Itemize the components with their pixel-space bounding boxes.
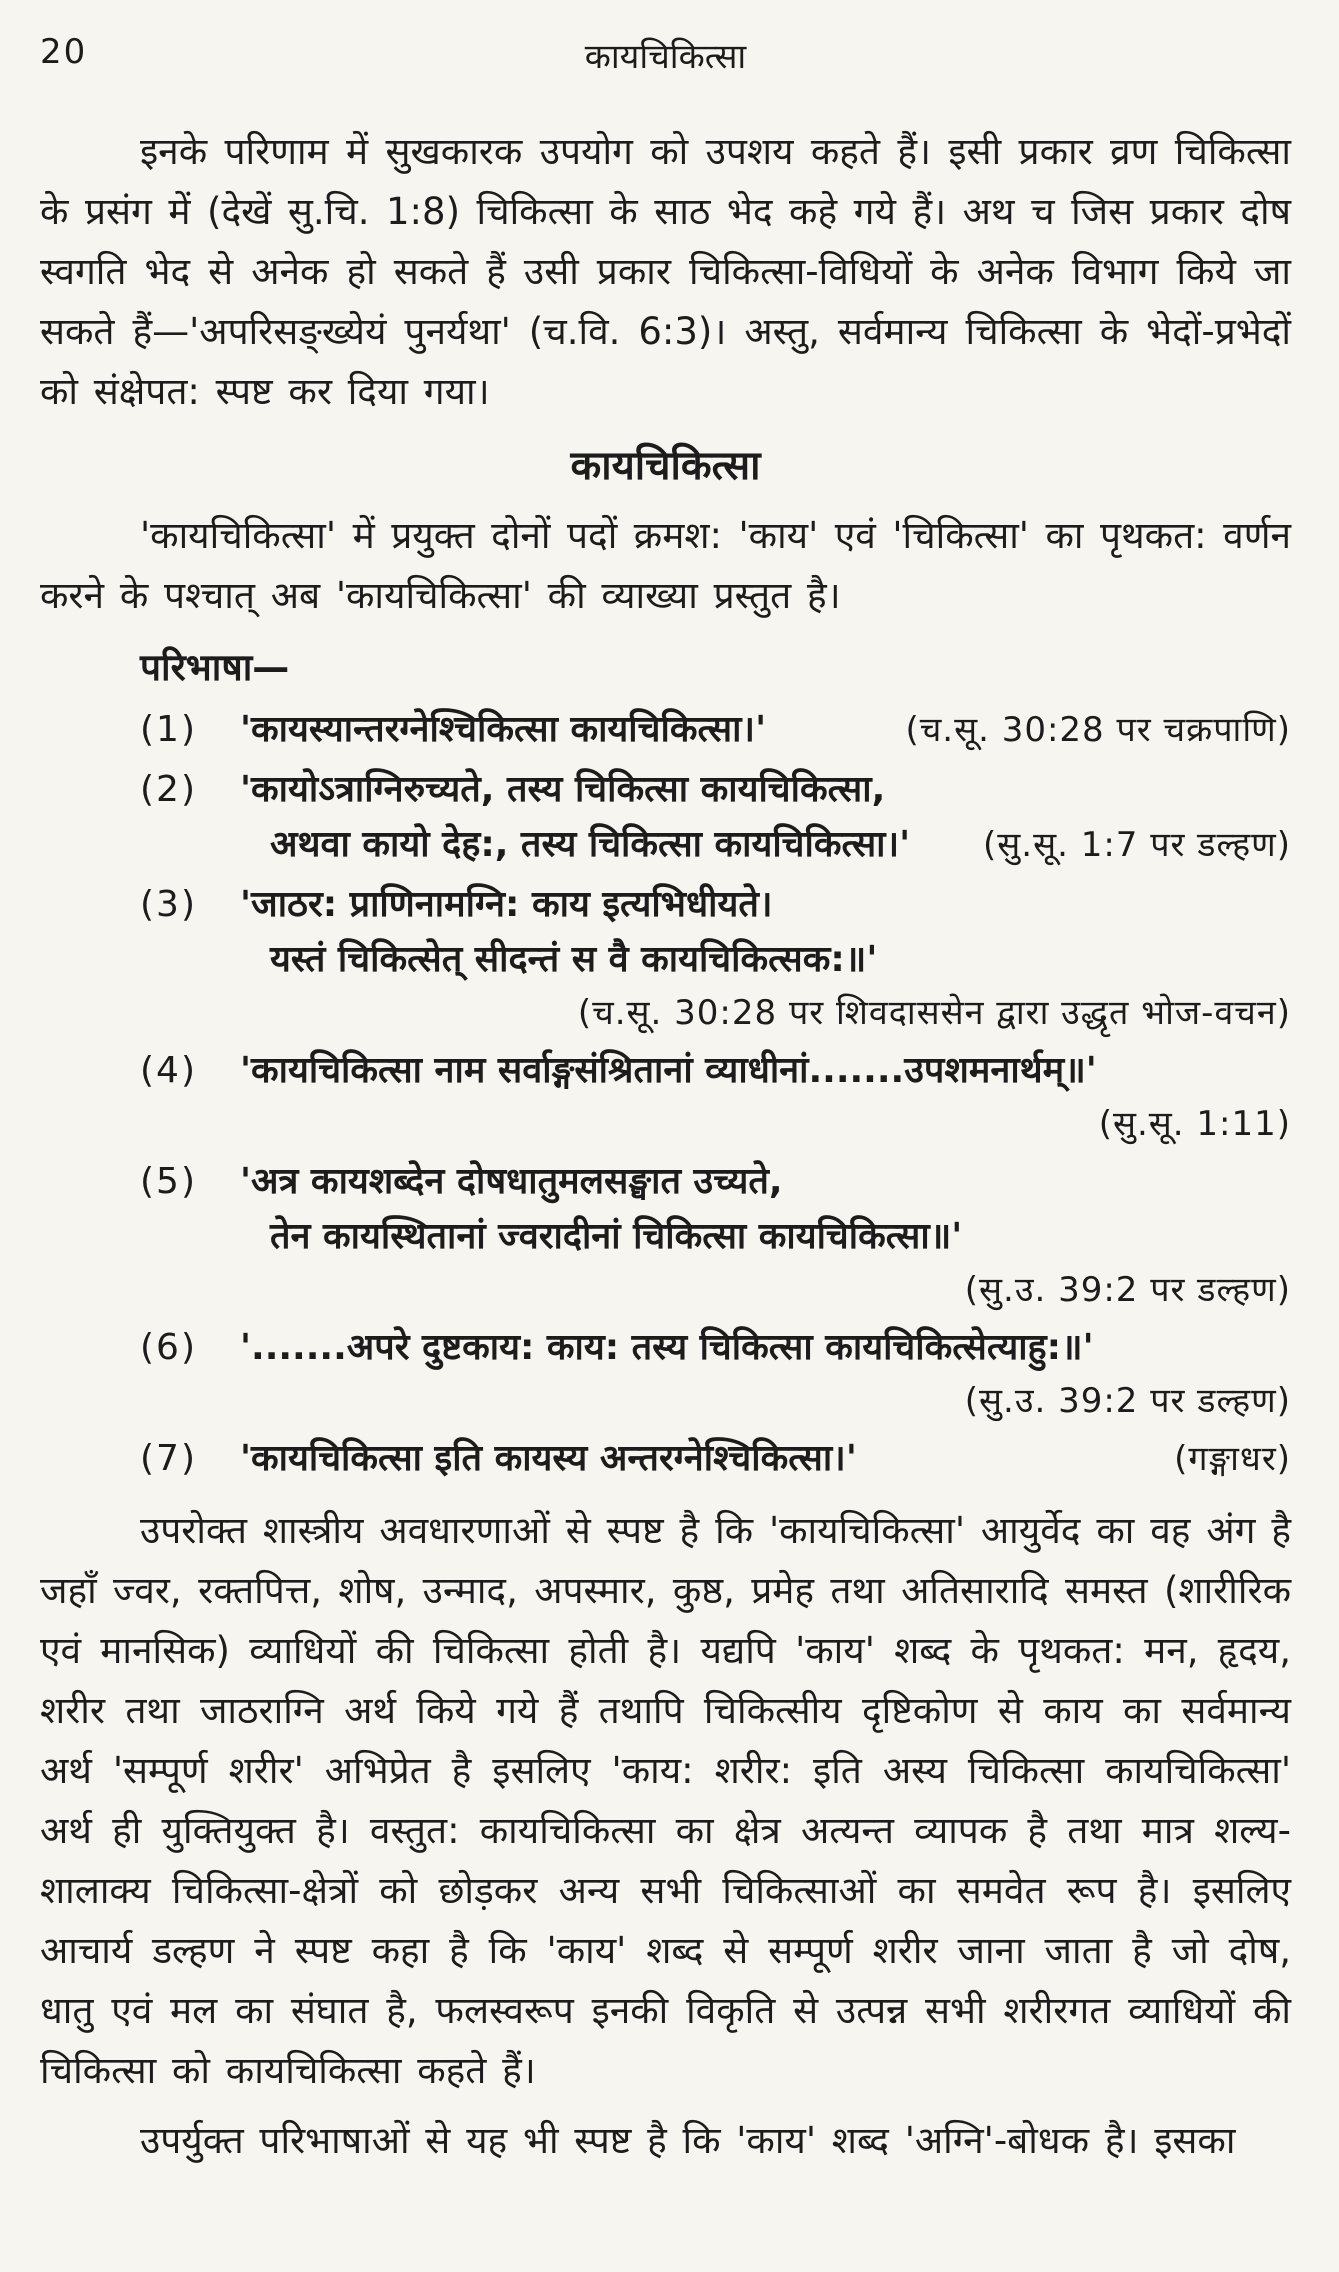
definition-text: 'अत्र कायशब्देन दोषधातुमलसङ्घात उच्यते, xyxy=(240,1161,783,1202)
definition-item xyxy=(40,1320,1291,1427)
definition-source: (गङ्गाधर) xyxy=(1174,1439,1291,1479)
definition-item xyxy=(40,1154,1291,1316)
definition-text: 'कायस्यान्तरग्नेश्चिकित्सा कायचिकित्सा।' xyxy=(240,709,767,750)
definition-number: (3) xyxy=(140,884,197,925)
section-intro-paragraph: 'कायचिकित्सा' में प्रयुक्त दोनों पदों क्रमश: 'काय' एवं 'चिकित्सा' का पृथकत: वर्णन करने के पश्चात् अब 'कायचिकित्सा' की व्याख्या प्रस्तुत है। xyxy=(40,514,1291,617)
definition-text: 'जाठर: प्राणिनामग्नि: काय इत्यभिधीयते। xyxy=(240,884,773,925)
definition-text: 'कायोऽत्राग्निरुच्यते, तस्य चिकित्सा कायचिकित्सा, xyxy=(240,769,886,810)
definition-number: (5) xyxy=(140,1161,197,1202)
definition-text: अथवा कायो देह:, तस्य चिकित्सा कायचिकित्सा।' xyxy=(270,824,911,865)
definition-source: (सु.उ. 39:2 पर डल्हण) xyxy=(964,1270,1291,1310)
intro-paragraph: इनके परिणाम में सुखकारक उपयोग को उपशय कहते हैं। इसी प्रकार व्रण चिकित्सा के प्रसंग में (देखें सु.चि. 1:8) चिकित्सा के साठ भेद कहे गये हैं। अथ च जिस प्रकार दोष स्वगति भेद से अनेक हो सकते हैं उसी प्रकार चिकित्सा-विधियों के अनेक विभाग किये जा सकते हैं—'अपरिसङ्ख्येयं पुनर्यथा' (च.वि. 6:3)। अस्तु, सर्वमान्य चिकित्सा के भेदों-प्रभेदों को संक्षेपत: स्पष्ट कर दिया गया। xyxy=(40,130,1291,413)
definition-item xyxy=(40,1043,1291,1150)
definitions-heading: परिभाषा— xyxy=(140,646,290,689)
definition-source: (च.सू. 30:28 पर शिवदाससेन द्वारा उद्धृत भोज-वचन) xyxy=(577,993,1291,1033)
definition-text: '.......अपरे दुष्टकाय: काय: तस्य चिकित्सा कायचिकित्सेत्याहु:॥' xyxy=(240,1327,1094,1368)
definition-number: (2) xyxy=(140,769,197,810)
definition-number: (4) xyxy=(140,1050,197,1091)
definition-item xyxy=(40,877,1291,1039)
section-heading: कायचिकित्सा xyxy=(570,443,761,489)
definition-text: तेन कायस्थितानां ज्वरादीनां चिकित्सा कायचिकित्सा॥' xyxy=(270,1216,963,1257)
definition-text: 'कायचिकित्सा इति कायस्य अन्तरग्नेश्चिकित्सा।' xyxy=(240,1438,857,1479)
definition-source: (सु.सू. 1:11) xyxy=(1098,1104,1291,1144)
definition-item xyxy=(40,702,1291,758)
definition-item xyxy=(40,1431,1291,1487)
definition-number: (6) xyxy=(140,1327,197,1368)
final-paragraph: उपर्युक्त परिभाषाओं से यह भी स्पष्ट है कि 'काय' शब्द 'अग्नि'-बोधक है। इसका xyxy=(140,2119,1236,2162)
definition-source: (च.सू. 30:28 पर चक्रपाणि) xyxy=(905,710,1291,750)
definition-text: 'कायचिकित्सा नाम सर्वाङ्गसंश्रितानां व्याधीनां.......उपशमनार्थम्॥' xyxy=(240,1050,1097,1091)
definition-text: यस्तं चिकित्सेत् सीदन्तं स वै कायचिकित्सक:॥' xyxy=(270,939,878,980)
page-header xyxy=(40,32,1291,82)
definition-source: (सु.उ. 39:2 पर डल्हण) xyxy=(964,1381,1291,1421)
definition-source: (सु.सू. 1:7 पर डल्हण) xyxy=(983,825,1291,865)
running-title: कायचिकित्सा xyxy=(584,37,747,77)
page-number: 20 xyxy=(40,32,88,72)
definition-number: (1) xyxy=(140,709,197,750)
definition-item xyxy=(40,762,1291,873)
conclusion-paragraph: उपरोक्त शास्त्रीय अवधारणाओं से स्पष्ट है कि 'कायचिकित्सा' आयुर्वेद का वह अंग है जहाँ ज्वर, रक्तपित्त, शोष, उन्माद, अपस्मार, कुष्ठ, प्रमेह तथा अतिसारादि समस्त (शारीरिक एवं मानसिक) व्याधियों की चिकित्सा होती है। यद्यपि 'काय' शब्द के पृथकत: मन, हृदय, शरीर तथा जाठराग्नि अर्थ किये गये हैं तथापि चिकित्सीय दृष्टिकोण से काय का सर्वमान्य अर्थ 'सम्पूर्ण शरीर' अभिप्रेत है इसलिए 'काय: शरीर: इति अस्य चिकित्सा कायचिकित्सा' अर्थ ही युक्तियुक्त है। वस्तुत: कायचिकित्सा का क्षेत्र अत्यन्त व्यापक है तथा मात्र शल्य-शालाक्य चिकित्सा-क्षेत्रों को छोड़कर अन्य सभी चिकित्साओं का समवेत रूप है। इसलिए आचार्य डल्हण ने स्पष्ट कहा है कि 'काय' शब्द से सम्पूर्ण शरीर जाना जाता है जो दोष, धातु एवं मल का संघात है, फलस्वरूप इनकी विकृति से उत्पन्न सभी शरीरगत व्याधियों की चिकित्सा को कायचिकित्सा कहते हैं। xyxy=(40,1509,1291,2092)
definition-number: (7) xyxy=(140,1438,197,1479)
page-body xyxy=(40,122,1291,2171)
